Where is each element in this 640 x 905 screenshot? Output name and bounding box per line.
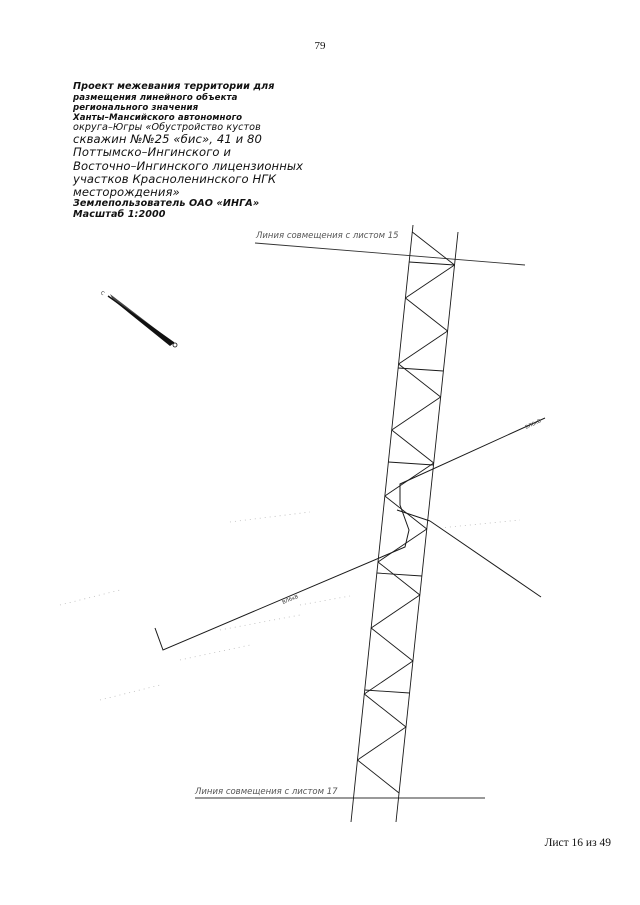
hatch-line: [371, 628, 413, 661]
match-line-top-label: Линия совмещения с листом 15: [256, 231, 399, 241]
right-of-way-corridor: [351, 225, 458, 822]
title-line-8: Восточно–Ингинского лицензионных: [73, 158, 304, 173]
hatch-line: [378, 562, 420, 595]
match-line-top: [255, 231, 525, 265]
hatch-line: [412, 232, 454, 265]
title-line-2: размещения линейного объекта: [73, 92, 238, 103]
hatch-line: [399, 364, 441, 397]
hatch-line: [364, 694, 406, 727]
hatch-line: [405, 298, 447, 331]
hatch-line: [399, 331, 448, 364]
title-line-12: Масштаб 1:2000: [73, 208, 166, 220]
title-line-5: округа–Югры «Обустройство кустов: [73, 121, 261, 133]
cross-tie-line: [377, 573, 422, 576]
title-line-1: Проект межевания территории для: [73, 81, 275, 92]
pipe-label-right: ВЛ6кВ: [524, 418, 543, 431]
title-line-11: Землепользователь ОАО «ИНГА»: [73, 198, 260, 210]
hatch-line: [378, 529, 427, 562]
hatch-line: [405, 265, 454, 298]
sheet-label: Лист 16 из 49: [544, 837, 611, 849]
title-line-7: Поттымско–Ингинского и: [73, 145, 232, 160]
north-arrow-letter-top: С: [99, 290, 106, 298]
page-number: 79: [314, 40, 326, 52]
faint-survey-marks: [60, 512, 520, 700]
hatch-line: [371, 595, 420, 628]
hatch-line: [392, 430, 434, 463]
north-arrow: [99, 290, 177, 347]
hatch-line: [357, 760, 399, 793]
match-line-bottom-label: Линия совмещения с листом 17: [195, 787, 338, 797]
title-line-10: месторождения»: [73, 185, 180, 199]
hatch-line: [357, 727, 406, 760]
title-line-4: Ханты–Мансийского автономного: [73, 112, 243, 123]
cross-tie-line: [409, 262, 454, 265]
match-line-bottom: [194, 787, 485, 798]
cross-tie-line: [365, 690, 410, 693]
title-line-3: регионального значения: [73, 102, 199, 113]
hatch-line: [392, 397, 441, 430]
title-line-9: участков Красноленинского НГК: [73, 171, 277, 186]
pipe-label-left: ВЛ6кВ: [281, 593, 300, 606]
hatch-line: [364, 661, 413, 694]
title-line-6: скважин №№25 «бис», 41 и 80: [73, 132, 262, 147]
cross-tie-line: [388, 462, 433, 465]
power-line-route: [155, 418, 545, 650]
